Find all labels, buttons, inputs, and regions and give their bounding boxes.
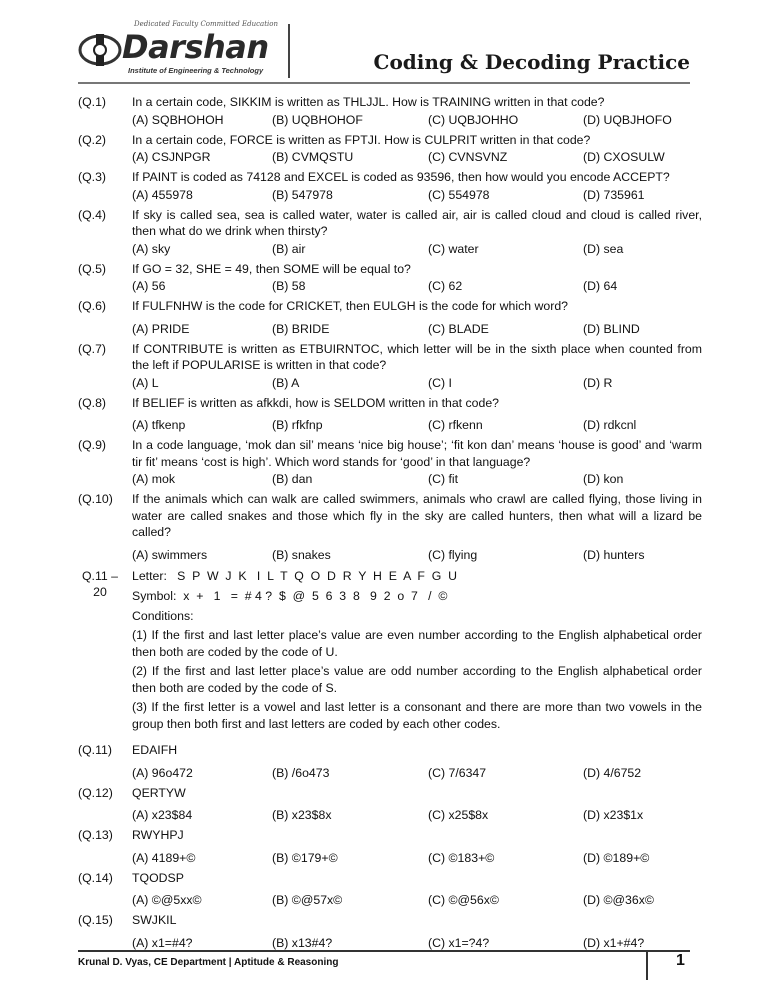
question-number: (Q.2) <box>78 132 107 147</box>
options-row <box>0 765 768 782</box>
question-7 <box>0 341 768 392</box>
option-d: (D) x1+#4? <box>583 935 645 950</box>
options-row <box>0 241 768 258</box>
question-number: (Q.11) <box>78 743 112 757</box>
option-d: (D) CXOSULW <box>583 150 665 164</box>
page-header <box>0 0 768 90</box>
option-c: (C) 7/6347 <box>428 765 487 780</box>
option-c: (C) x1=?4? <box>428 935 490 950</box>
question-number: (Q.9) <box>78 438 107 452</box>
option-c: (C) flying <box>428 547 478 562</box>
question-number: (Q.7) <box>78 341 107 356</box>
option-d: (D) 4/6752 <box>583 765 642 780</box>
question-text: If GO = 32, SHE = 49, then SOME will be equal to? <box>132 261 411 276</box>
logo-emblem-icon <box>78 30 122 70</box>
option-b: (B) snakes <box>272 547 331 562</box>
option-c: (C) 554978 <box>428 187 490 202</box>
option-b: (B) air <box>272 241 306 256</box>
option-a: (A) x23$84 <box>132 808 193 822</box>
question-12 <box>0 785 768 825</box>
options-row <box>0 278 768 295</box>
option-b: (B) dan <box>272 472 313 486</box>
options-row <box>0 149 768 166</box>
question-11 <box>0 742 768 782</box>
options-row <box>0 471 768 488</box>
page-title: Coding & Decoding Practice <box>373 50 690 74</box>
option-c: (C) rfkenn <box>428 418 483 432</box>
option-b: (B) ©179+© <box>272 850 338 865</box>
option-a: (A) CSJNPGR <box>132 150 211 164</box>
logo-institute: Institute of Engineering & Technology <box>128 66 264 75</box>
option-c: (C) CVNSVNZ <box>428 150 508 164</box>
question-number: (Q.12) <box>78 785 113 800</box>
option-b: (B) x13#4? <box>272 935 333 950</box>
question-6 <box>0 298 768 338</box>
question-text: RWYHPJ <box>132 828 184 842</box>
question-3 <box>0 169 768 204</box>
option-c: (C) water <box>428 241 479 256</box>
option-d: (D) kon <box>583 472 624 486</box>
options-row <box>0 547 768 564</box>
option-a: (A) 4189+© <box>132 850 196 865</box>
page-footer <box>78 957 338 968</box>
option-d: (D) ©189+© <box>583 850 650 865</box>
option-d: (D) rdkcnl <box>583 418 637 432</box>
options-row <box>0 375 768 392</box>
option-b: (B) BRIDE <box>272 321 330 336</box>
coding-table-block <box>0 568 768 733</box>
question-4 <box>0 207 768 258</box>
question-text: If the animals which can walk are called swimmers, animals who crawl are called flying, those living in water are called snakes and those which fly in the sky are called hunters, then what will a lizard be called? <box>132 492 702 539</box>
option-d: (D) x23$1x <box>583 808 644 822</box>
option-b: (B) ©@57x© <box>272 893 343 907</box>
question-number: (Q.15) <box>78 913 113 927</box>
question-text: If PAINT is coded as 74128 and EXCEL is coded as 93596, then how would you encode ACCEPT? <box>132 170 670 184</box>
symbol-row: Symbol: x + 1 = # 4 ? $ @ 5 6 3 8 9 2 o 7 / © <box>132 589 448 603</box>
option-a: (A) sky <box>132 241 171 256</box>
option-a: (A) L <box>132 375 159 390</box>
option-a: (A) mok <box>132 472 176 486</box>
option-a: (A) swimmers <box>132 547 208 562</box>
page-number-divider <box>646 950 648 980</box>
option-a: (A) x1=#4? <box>132 935 193 950</box>
option-b: (B) UQBHOHOF <box>272 112 363 127</box>
question-number: (Q.14) <box>78 870 113 885</box>
option-a: (A) 56 <box>132 279 166 293</box>
footer-rule <box>78 950 690 952</box>
question-1 <box>0 94 768 129</box>
conditions-label: Conditions: <box>132 608 194 623</box>
page-number: 1 <box>676 952 685 969</box>
question-number: Q.11 – 20 <box>81 568 118 599</box>
option-d: (D) R <box>583 375 613 390</box>
question-text: If sky is called sea, sea is called water, water is called air, air is called cloud and cloud is called river, then what do we drink when thirsty? <box>132 207 702 238</box>
question-text: If BELIEF is written as afkkdi, how is SELDOM written in that code? <box>132 395 500 410</box>
options-row <box>0 321 768 338</box>
question-list <box>0 94 768 955</box>
option-d: (D) sea <box>583 241 624 256</box>
options-row <box>0 892 768 909</box>
institute-logo <box>78 20 290 80</box>
logo-tagline: Dedicated Faculty Committed Education <box>134 20 278 28</box>
options-row <box>0 187 768 204</box>
condition-1: (1) If the first and last letter place’s value are even number according to the English alphabetical order then both are coded by the code of U. <box>132 628 702 659</box>
question-2 <box>0 132 768 167</box>
question-number: (Q.5) <box>78 261 107 276</box>
option-a: (A) PRIDE <box>132 321 190 336</box>
option-b: (B) 547978 <box>272 187 333 202</box>
option-b: (B) rfkfnp <box>272 418 323 432</box>
question-text: In a certain code, SIKKIM is written as THLJJL. How is TRAINING written in that code? <box>132 95 605 109</box>
question-text: In a certain code, FORCE is written as FPTJI. How is CULPRIT written in that code? <box>132 132 591 147</box>
question-8 <box>0 395 768 435</box>
option-b: (B) A <box>272 375 300 390</box>
question-text: TQODSP <box>132 870 184 885</box>
option-a: (A) 455978 <box>132 187 193 202</box>
question-number: (Q.3) <box>78 170 107 184</box>
option-a: (A) SQBHOHOH <box>132 112 224 127</box>
header-divider <box>288 24 290 78</box>
question-text: If FULFNHW is the code for CRICKET, then EULGH is the code for which word? <box>132 299 569 313</box>
question-15 <box>0 912 768 952</box>
option-c: (C) I <box>428 375 452 390</box>
option-a: (A) tfkenp <box>132 418 186 432</box>
option-c: (C) ©183+© <box>428 850 495 865</box>
footer-author: Krunal D. Vyas, CE Department <box>78 957 227 968</box>
option-a: (A) 96o472 <box>132 765 193 780</box>
question-13 <box>0 827 768 867</box>
options-row <box>0 112 768 129</box>
question-number: (Q.13) <box>78 828 113 842</box>
condition-2: (2) If the first and last letter place’s value are odd number according to the English alphabetical order then both are coded by the code of S. <box>132 664 702 695</box>
option-b: (B) CVMQSTU <box>272 150 354 164</box>
options-row <box>0 935 768 952</box>
question-number: (Q.4) <box>78 207 107 222</box>
option-d: (D) ©@36x© <box>583 893 654 907</box>
option-d: (D) BLIND <box>583 321 640 336</box>
option-c: (C) fit <box>428 472 459 486</box>
option-b: (B) x23$8x <box>272 808 332 822</box>
option-d: (D) hunters <box>583 547 645 562</box>
footer-separator: | <box>228 957 235 968</box>
question-5 <box>0 261 768 296</box>
question-number: (Q.8) <box>78 395 107 410</box>
option-c: (C) BLADE <box>428 321 489 336</box>
question-14 <box>0 870 768 910</box>
option-c: (C) 62 <box>428 279 463 293</box>
header-rule <box>78 82 690 84</box>
option-d: (D) 735961 <box>583 187 645 202</box>
option-d: (D) 64 <box>583 279 618 293</box>
footer-subject: Aptitude & Reasoning <box>234 957 339 968</box>
letter-row: Letter: S P W J K I L T Q O D R Y H E A F G U <box>132 568 458 583</box>
option-b: (B) 58 <box>272 279 306 293</box>
options-row <box>0 850 768 867</box>
question-text: EDAIFH <box>132 743 178 757</box>
question-10 <box>0 491 768 564</box>
options-row <box>0 807 768 824</box>
question-text: If CONTRIBUTE is written as ETBUIRNTOC, which letter will be in the sixth place when counted from the left if POPULARISE is written in that code? <box>132 341 702 372</box>
option-a: (A) ©@5xx© <box>132 893 202 907</box>
question-text: QERTYW <box>132 785 186 800</box>
option-b: (B) /6o473 <box>272 765 330 780</box>
question-number: (Q.10) <box>78 492 113 506</box>
question-text: SWJKIL <box>132 913 177 927</box>
option-c: (C) ©@56x© <box>428 893 499 907</box>
question-number: (Q.6) <box>78 299 107 313</box>
option-c: (C) UQBJOHHO <box>428 112 519 127</box>
options-row <box>0 417 768 434</box>
option-d: (D) UQBJHOFO <box>583 112 672 127</box>
question-number: (Q.1) <box>78 95 107 109</box>
condition-3: (3) If the first letter is a vowel and last letter is a consonant and there are more than two vowels in the group then both first and last letters are coded by each other codes. <box>132 700 702 731</box>
question-9 <box>0 437 768 488</box>
question-text: In a code language, ‘mok dan sil’ means ‘nice big house’; ‘fit kon dan’ means ‘house is good’ and ‘warm tir fit’ means ‘cost is high’. Which word stands for ‘good’ in that language? <box>132 438 702 469</box>
option-c: (C) x25$8x <box>428 808 489 822</box>
logo-brand: Darshan <box>122 28 269 66</box>
